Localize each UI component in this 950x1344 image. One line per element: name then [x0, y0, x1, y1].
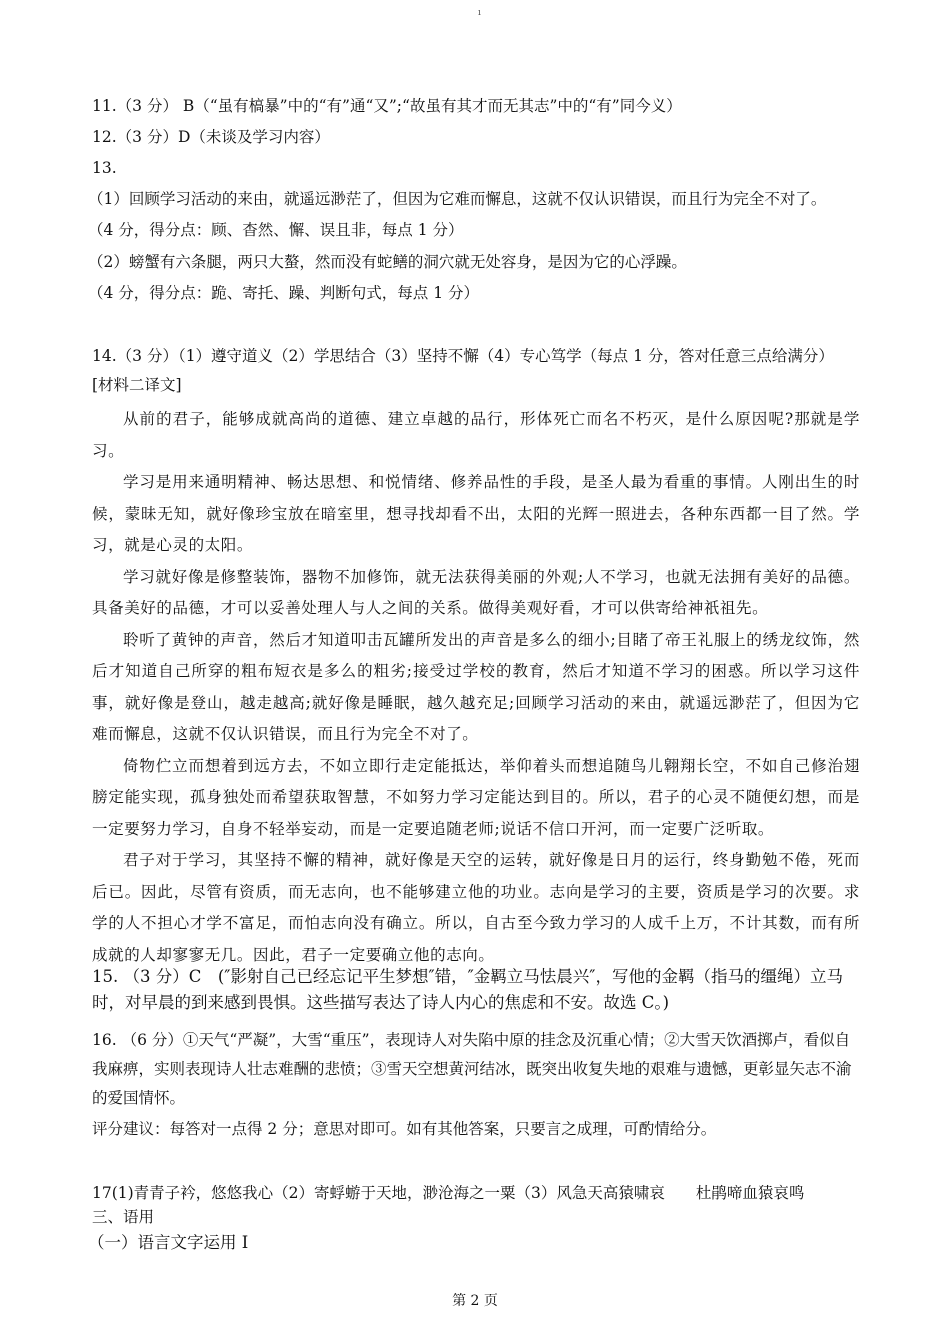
answer-16-score: 评分建议：每答对一点得 2 分；意思对即可。如有其他答案，只要言之成理，可酌情给分。: [92, 1120, 717, 1138]
answer-12: 12.（3 分）D（未谈及学习内容）: [92, 128, 330, 146]
answer-13: 13.: [92, 159, 117, 177]
answer-14: 14.（3 分）（1）遵守道义（2）学思结合（3）坚持不懈（4）专心笃学（每点 1 分，答对任意三点给满分）: [92, 347, 834, 365]
answer-13-2: （2）螃蟹有六条腿，两只大螯，然而没有蛇鳝的洞穴就无处容身，是因为它的心浮躁。: [88, 253, 687, 271]
translation-body: [92, 404, 860, 971]
subsection-heading: （一）语言文字运用 I: [88, 1233, 249, 1252]
answer-13-2-score: （4 分，得分点：跪、寄托、躁、判断句式，每点 1 分）: [88, 284, 480, 302]
answer-15: [92, 964, 862, 1016]
answer-11: 11.（3 分） B（“虽有槁暴”中的“有”通“又”;“故虽有其才而无其志”中的“有”同今义）: [92, 97, 682, 115]
translation-paragraph: 学习就好像是修整装饰，器物不加修饰，就无法获得美丽的外观;人不学习，也就无法拥有美好的品德。具备美好的品德，才可以妥善处理人与人之间的关系。做得美观好看，才可以供寄给神祇祖先。: [92, 567, 860, 617]
translation-paragraph: 聆听了黄钟的声音，然后才知道叩击瓦罐所发出的声音是多么的细小;目睹了帝王礼服上的绣龙纹饰，然后才知道自己所穿的粗布短衣是多么的粗劣;接受过学校的教育，然后才知道不学习的困惑。所以学习这件事，就好像是登山，越走越高;就好像是睡眠，越久越充足;回顾学习活动的来由，就遥远渺茫了，但因为它难而懈息，这就不仅认识错误，而且行为完全不对了。: [92, 630, 860, 743]
section-heading: 三、语用: [92, 1208, 155, 1226]
answer-16-text: 16. （6 分）①天气“严凝”，大雪“重压”，表现诗人对失陷中原的挂念及沉重心情；②大雪天饮酒掷卢，看似自我麻痹，实则表现诗人壮志难酬的悲愤；③雪天空想黄河结冰，既突出收复失地的艰难与遗憾，更彰显矢志不渝的爱国情怀。: [92, 1031, 852, 1107]
translation-paragraph: 从前的君子，能够成就高尚的道德、建立卓越的品行，形体死亡而名不朽灭，是什么原因呢?那就是学习。: [92, 410, 860, 460]
answer-15-text: 15. （3 分）C (″影射自己已经忘记平生梦想″错，″金羁立马怯晨兴″，写他的金羁（指马的缰绳）立马时，对早晨的到来感到畏惧。这些描写表达了诗人内心的焦虑和不安。故选 C。): [92, 967, 843, 1012]
translation-paragraph: 学习是用来通明精神、畅达思想、和悦情绪、修养品性的手段，是圣人最为看重的事情。人刚出生的时候，蒙昧无知，就好像珍宝放在暗室里，想寻找却看不出，太阳的光辉一照进去，各种东西都一目了然。学习，就是心灵的太阳。: [92, 473, 860, 554]
page-number: 第 2 页: [452, 1293, 498, 1309]
translation-paragraph: 君子对于学习，其坚持不懈的精神，就好像是天空的运转，就好像是日月的运行，终身勤勉不倦，死而后已。因此，尽管有资质，而无志向，也不能够建立他的功业。志向是学习的主要，资质是学习的次要。求学的人不担心才学不富足，而怕志向没有确立。所以，自古至今致力学习的人成千上万，不计其数，而有所成就的人却寥寥无几。因此，君子一定要确立他的志向。: [92, 851, 860, 964]
translation-title: [材料二译文]: [92, 376, 182, 394]
answer-13-1: （1）回顾学习活动的来由，就遥远渺茫了，但因为它难而懈息，这就不仅认识错误，而且行为完全不对了。: [88, 190, 827, 208]
answer-13-1-score: （4 分，得分点：顾、杳然、懈、误且非，每点 1 分）: [88, 221, 464, 239]
top-mark: ı: [478, 8, 481, 18]
answer-16: [92, 1026, 862, 1113]
answer-17: 17(1)青青子衿，悠悠我心（2）寄蜉蝣于天地，渺沧海之一粟（3）风急天高猿啸哀 杜鹃啼血猿哀鸣: [92, 1184, 805, 1202]
translation-paragraph: 倚物伫立而想着到远方去，不如立即行走定能抵达，举仰着头而想追随鸟儿翱翔长空，不如自己修治翅膀定能实现，孤身独处而希望获取智慧，不如努力学习定能达到目的。所以，君子的心灵不随便幻想，而是一定要努力学习，自身不轻举妄动，而是一定要追随老师;说话不信口开河，而一定要广泛听取。: [92, 756, 860, 838]
